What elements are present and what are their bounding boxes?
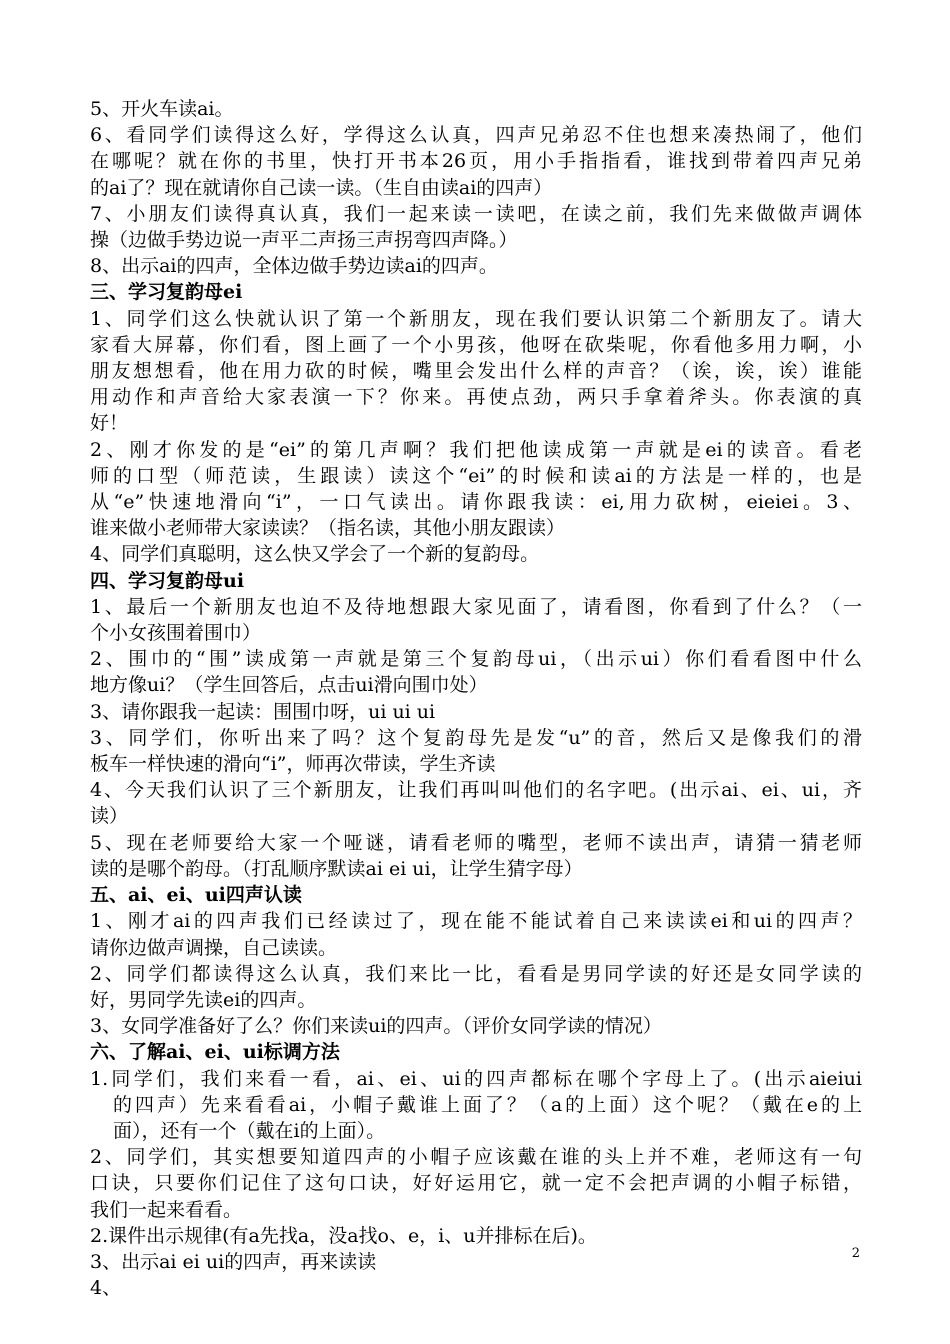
paragraph-line: 板车一样快速的滑向“i”，师再次带读，学生齐读 — [90, 753, 496, 776]
document-body — [90, 96, 862, 1301]
section-heading: 六、了解ai、ei、ui标调方法 — [90, 1041, 340, 1064]
section-heading: 四、学习复韵母ui — [90, 569, 245, 592]
paragraph-line: 地方像ui？（学生回答后，点击ui滑向围巾处） — [90, 674, 488, 697]
section-heading: 五、ai、ei、ui四声认读 — [90, 884, 302, 907]
paragraph-line: 从“e”快速地滑向“i”，一口气读出。请你跟我读：ei,用力砍树，eieiei。3、 — [90, 491, 862, 514]
paragraph-line: 2、围巾的“围”读成第一声就是第三个复韵母ui，（出示ui）你们看看图中什么 — [90, 648, 862, 671]
paragraph-line: 个小女孩围着围巾） — [90, 622, 262, 645]
paragraph-line: 1.同学们，我们来看一看，ai、ei、ui的四声都标在哪个字母上了。(出示aieiui — [90, 1067, 862, 1090]
page-number: 2 — [851, 1246, 860, 1261]
paragraph-line: 1、最后一个新朋友也迫不及待地想跟大家见面了，请看图，你看到了什么？（一 — [90, 595, 862, 618]
paragraph-line: 面），还有一个（戴在i的上面）。 — [113, 1119, 386, 1142]
paragraph-line: 1、刚才ai的四声我们已经读过了，现在能不能试着自己来读读ei和ui的四声？ — [90, 910, 862, 933]
paragraph-line: 5、开火车读ai。 — [90, 98, 234, 120]
paragraph-line: 的ai了？现在就请你自己读一读。（生自由读ai的四声） — [90, 176, 553, 199]
paragraph-line: 的四声）先来看看ai，小帽子戴谁上面了？（a的上面）这个呢？（戴在e的上 — [113, 1093, 862, 1116]
paragraph-line: 读） — [90, 805, 129, 828]
paragraph-line: 2、同学们，其实想要知道四声的小帽子应该戴在谁的头上并不难，老师这有一句 — [90, 1146, 862, 1169]
paragraph-line: 师的口型（师范读，生跟读）读这个“ei”的时候和读ai的方法是一样的，也是 — [90, 464, 862, 487]
paragraph-line: 8、出示ai的四声，全体边做手势边读ai的四声。 — [90, 255, 498, 278]
paragraph-line: 3、出示ai ei ui的四声，再来读读 — [90, 1250, 377, 1273]
paragraph-line: 用动作和声音给大家表演一下？你来。再使点劲，两只手拿着斧头。你表演的真 — [90, 386, 862, 409]
paragraph-line: 谁来做小老师带大家读读？（指名读，其他小朋友跟读） — [90, 517, 566, 540]
paragraph-line: 3、女同学准备好了么？你们来读ui的四声。（评价女同学读的情况） — [90, 1015, 662, 1038]
paragraph-line: 操（边做手势边说一声平二声扬三声拐弯四声降。） — [90, 229, 518, 252]
paragraph-line: 朋友想想看，他在用力砍的时候，嘴里会发出什么样的声音？（诶，诶，诶）谁能 — [90, 360, 862, 383]
paragraph-line: 6、看同学们读得这么好，学得这么认真，四声兄弟忍不住也想来凑热闹了，他们 — [90, 124, 862, 147]
paragraph-line: 4、今天我们认识了三个新朋友，让我们再叫叫他们的名字吧。(出示ai、ei、ui，齐 — [90, 779, 862, 802]
paragraph-line: 读的是哪个韵母。（打乱顺序默读ai ei ui，让学生猜字母） — [90, 857, 583, 880]
paragraph-line: 4、 — [90, 1277, 122, 1300]
paragraph-line: 在哪呢？就在你的书里，快打开书本26页，用小手指指看，谁找到带着四声兄弟 — [90, 150, 862, 173]
paragraph-line: 1、同学们这么快就认识了第一个新朋友，现在我们要认识第二个新朋友了。请大 — [90, 307, 862, 330]
paragraph-line: 好，男同学先读ei的四声。 — [90, 988, 317, 1011]
paragraph-line: 4、同学们真聪明，这么快又学会了一个新的复韵母。 — [90, 543, 540, 566]
paragraph-line: 7、小朋友们读得真认真，我们一起来读一读吧，在读之前，我们先来做做声调体 — [90, 202, 862, 225]
paragraph-line: 2、同学们都读得这么认真，我们来比一比，看看是男同学读的好还是女同学读的 — [90, 962, 862, 985]
paragraph-line: 家看大屏幕，你们看，图上画了一个小男孩，他呀在砍柴呢，你看他多用力啊，小 — [90, 333, 862, 356]
paragraph-line: 5、现在老师要给大家一个哑谜，请看老师的嘴型，老师不读出声，请猜一猜老师 — [90, 831, 862, 854]
paragraph-line: 3、同学们，你听出来了吗？这个复韵母先是发“u”的音，然后又是像我们的滑 — [90, 726, 862, 749]
paragraph-line: 2、刚才你发的是“ei”的第几声啊？我们把他读成第一声就是ei的读音。看老 — [90, 438, 862, 461]
paragraph-line: 好！ — [90, 412, 129, 435]
section-heading: 三、学习复韵母ei — [90, 281, 243, 304]
paragraph-line: 2.课件出示规律(有a先找a，没a找o、e，i、u并排标在后)。 — [90, 1224, 597, 1247]
paragraph-line: 3、请你跟我一起读：围围巾呀，ui ui ui — [90, 700, 436, 723]
paragraph-line: 请你边做声调操，自己读读。 — [90, 936, 338, 959]
paragraph-line: 我们一起来看看。 — [90, 1198, 243, 1221]
paragraph-line: 口诀，只要你们记住了这句口诀，好好运用它，就一定不会把声调的小帽子标错， — [90, 1172, 862, 1195]
